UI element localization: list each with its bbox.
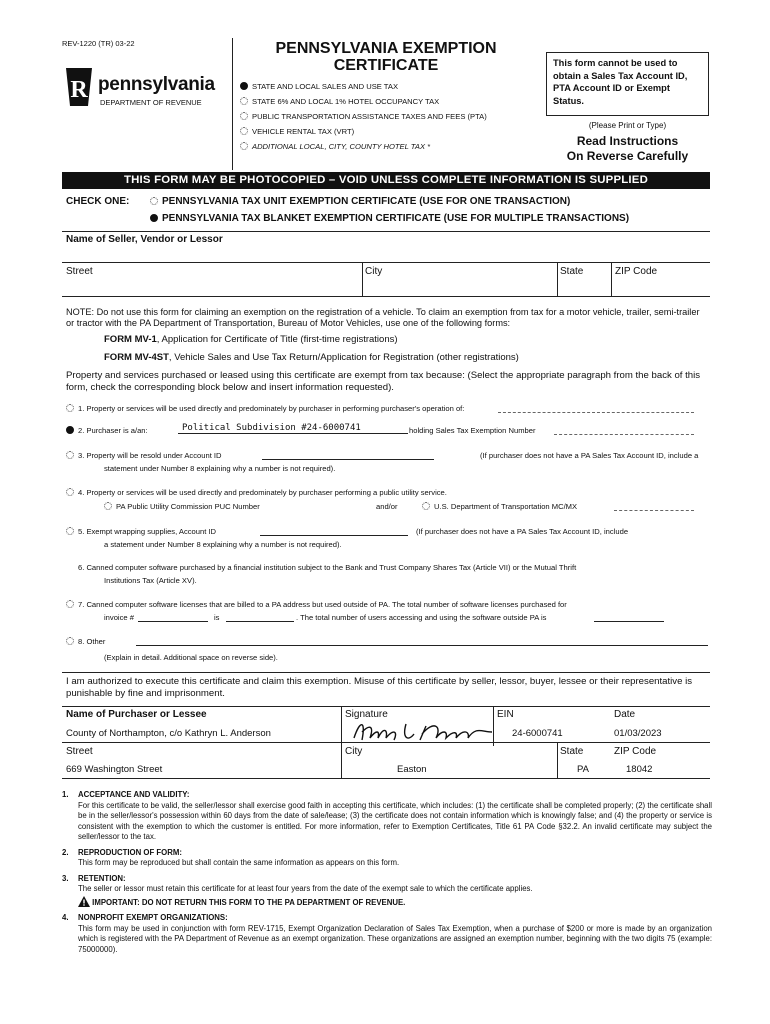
radio-checked-icon[interactable] [240, 82, 248, 90]
reason-6[interactable]: 6. Canned computer software purchased by a financial institution subject to the Bank and Trust Company Shares Tax (Article VII) or the Mutual Thrift Institutions Tax (Article XV). [66, 563, 710, 586]
notice-box: This form cannot be used to obtain a Sales Tax Account ID, PTA Account ID or Exempt Status. [546, 52, 709, 116]
svg-text:R: R [70, 77, 88, 103]
vehicle-note: NOTE: Do not use this form for claiming an exemption on the registration of a vehicle. To claim an exemption from tax for a motor vehicle, trailer, semi-trailer or tractor with the PA Department of Transportation, Bureau of Motor Vehicles, use one of the following forms: [66, 307, 700, 328]
form-id: REV-1220 (TR) 03-22 [62, 39, 135, 48]
radio-icon[interactable] [66, 600, 74, 608]
print-type: (Please Print or Type) [588, 121, 667, 130]
purchaser-name-label: Name of Purchaser or Lessee [66, 709, 207, 720]
check-blanket-option[interactable]: PENNSYLVANIA TAX BLANKET EXEMPTION CERTIFICATE (USE FOR MULTIPLE TRANSACTIONS) [150, 213, 629, 225]
resale-account-field[interactable] [262, 459, 434, 460]
radio-icon[interactable] [104, 502, 112, 510]
radio-icon[interactable] [422, 502, 430, 510]
exempt-status-field[interactable]: Political Subdivision #24-6000741 [178, 423, 408, 434]
reason-8[interactable]: 8. Other (Explain in detail. Additional space on reverse side). [66, 637, 710, 663]
radio-icon[interactable] [240, 142, 248, 150]
tax-type-local-hotel[interactable]: ADDITIONAL LOCAL, CITY, COUNTY HOTEL TAX * [240, 142, 487, 157]
purchaser-street-label: Street [66, 746, 93, 757]
date-label: Date [614, 709, 636, 720]
invoice-field[interactable] [138, 621, 208, 622]
reason-7[interactable]: 7. Canned computer software licenses that are billed to a PA address but used outside of PA. The total number of software licenses purchased for invoice # is . The total number of users accessing and using the software outside PA is [66, 600, 710, 625]
exemption-number-field[interactable] [554, 434, 694, 435]
ein-label: EIN [497, 709, 514, 720]
radio-icon[interactable] [66, 451, 74, 459]
seller-state-label: State [560, 266, 584, 277]
radio-icon[interactable] [150, 197, 158, 205]
radio-checked-icon[interactable] [66, 426, 74, 434]
purchaser-zip-label: ZIP Code [614, 746, 657, 757]
authorization-text: I am authorized to execute this certificate and claim this exemption. Misuse of this certificate by seller, lessor, buyer, lessee or their representative is punishable by fine and imprisonment. [66, 676, 693, 699]
purchaser-zip-field[interactable]: 18042 [626, 764, 653, 775]
pa-logo [62, 66, 222, 110]
purchaser-street-field[interactable]: 669 Washington Street [66, 764, 163, 775]
purchaser-city-label: City [345, 746, 363, 757]
radio-icon[interactable] [240, 127, 248, 135]
seller-zip-label: ZIP Code [615, 266, 658, 277]
wrapping-account-field[interactable] [260, 535, 408, 536]
radio-icon[interactable] [240, 112, 248, 120]
reason-1[interactable]: 1. Property or services will be used directly and predominately by purchaser in performing purchaser's operation of: [66, 404, 710, 414]
seller-name-label: Name of Seller, Vendor or Lessor [66, 234, 223, 245]
seller-street-label: Street [66, 266, 93, 277]
purchaser-city-field[interactable]: Easton [397, 764, 427, 775]
users-count-field[interactable] [594, 621, 664, 622]
date-field[interactable]: 01/03/2023 [614, 728, 662, 739]
reason-2[interactable]: 2. Purchaser is a/an: Political Subdivision #24-6000741 holding Sales Tax Exemption Number [66, 426, 710, 436]
seller-name-field[interactable] [66, 248, 710, 260]
read-instructions: Read Instructions On Reverse Carefully [566, 134, 689, 163]
form-mv4st: FORM MV-4ST, Vehicle Sales and Use Tax Return/Application for Registration (other registrations) [104, 352, 519, 363]
other-explain-field[interactable] [136, 645, 708, 646]
radio-checked-icon[interactable] [150, 214, 158, 222]
seller-city-label: City [365, 266, 383, 277]
instructions: 1. ACCEPTANCE AND VALIDITY: For this certificate to be valid, the seller/lessor shall exercise good faith in accepting this certificate, which includes: (1) the certificate shall be completed properly; (2) the certificate shall be in the seller/lessor's possession within 60 days from the date of sale/lease; (3) the certificate does not contain information which is knowingly false; and (4) the property or service is consistent with the exemption to which the customer is entitled. For more information, refer to Exemption Certificates, Title 61 PA Code §32.2. An invalid certificate may subject the seller/lessor to the tax. 2. REPRODUCTION OF FORM: This form may be reproduced but shall contain the same information as appears on this form. 3. RETENTION: The seller or lessor must retain this certificate for at least four years from the date of the exempt sale to which the certificate applies. IMPORTANT: DO NOT RETURN THIS FORM TO THE PA DEPARTMENT OF REVENUE. 4. NONPROFIT EXEMPT ORGANIZATIONS: This form may be used in conjunction with form REV-1715, Exempt Organization Declaration of Sales Tax Exemption, when a purchase of $200 or more is made by an organization which is registered with the PA Department of Revenue as an exempt organization. These organizations are assigned an exemption number, beginning with the two digits 75 (example: 75000000). [62, 790, 712, 954]
tax-type-sales[interactable]: STATE AND LOCAL SALES AND USE TAX [240, 82, 487, 97]
purchaser-name-field[interactable]: County of Northampton, c/o Kathryn L. Anderson [66, 728, 271, 739]
photocopy-banner: THIS FORM MAY BE PHOTOCOPIED – VOID UNLESS COMPLETE INFORMATION IS SUPPLIED [62, 172, 710, 189]
tax-type-list [240, 82, 487, 157]
license-count-field[interactable] [226, 621, 294, 622]
tax-type-pta[interactable]: PUBLIC TRANSPORTATION ASSISTANCE TAXES AND FEES (PTA) [240, 112, 487, 127]
form-mv1: FORM MV-1, Application for Certificate of Title (first-time registrations) [104, 334, 398, 345]
tax-type-vrt[interactable]: VEHICLE RENTAL TAX (VRT) [240, 127, 487, 142]
purchaser-state-label: State [560, 746, 584, 757]
property-exempt-text: Property and services purchased or leased using this certificate are exempt from tax because: (Select the appropriate paragraph from the back of this form, check the corresponding block below and insert information requested). [66, 370, 701, 393]
radio-icon[interactable] [66, 563, 74, 571]
radio-icon[interactable] [66, 637, 74, 645]
keystone-icon [62, 66, 96, 108]
signature-label: Signature [345, 709, 388, 720]
reason-3[interactable]: 3. Property will be resold under Account ID (If purchaser does not have a PA Sales Tax Account ID, include a statement under Number 8 explaining why a number is not required). [66, 451, 710, 474]
check-unit-option[interactable]: PENNSYLVANIA TAX UNIT EXEMPTION CERTIFICATE (USE FOR ONE TRANSACTION) [150, 196, 570, 208]
radio-icon[interactable] [66, 527, 74, 535]
tax-type-hotel[interactable]: STATE 6% AND LOCAL 1% HOTEL OCCUPANCY TAX [240, 97, 487, 112]
logo-sub: DEPARTMENT OF REVENUE [100, 98, 202, 107]
logo-name: pennsylvania [98, 74, 215, 95]
form-title: PENNSYLVANIA EXEMPTION CERTIFICATE [275, 40, 497, 74]
reason-5[interactable]: 5. Exempt wrapping supplies, Account ID (If purchaser does not have a PA Sales Tax Account ID, include a statement under Number 8 explaining why a number is not required). [66, 527, 710, 550]
check-one-label: CHECK ONE: [66, 196, 130, 207]
radio-icon[interactable] [240, 97, 248, 105]
radio-icon[interactable] [66, 404, 74, 412]
warning-icon [78, 896, 90, 907]
radio-icon[interactable] [66, 488, 74, 496]
ein-field[interactable]: 24-6000741 [512, 728, 563, 739]
purchaser-state-field[interactable]: PA [577, 764, 589, 775]
reason-4[interactable]: 4. Property or services will be used directly and predominately by purchaser performing a public utility service. PA Public Utility Commission PUC Number and/or U.S. Department of Transportation MC/MX [66, 488, 710, 514]
